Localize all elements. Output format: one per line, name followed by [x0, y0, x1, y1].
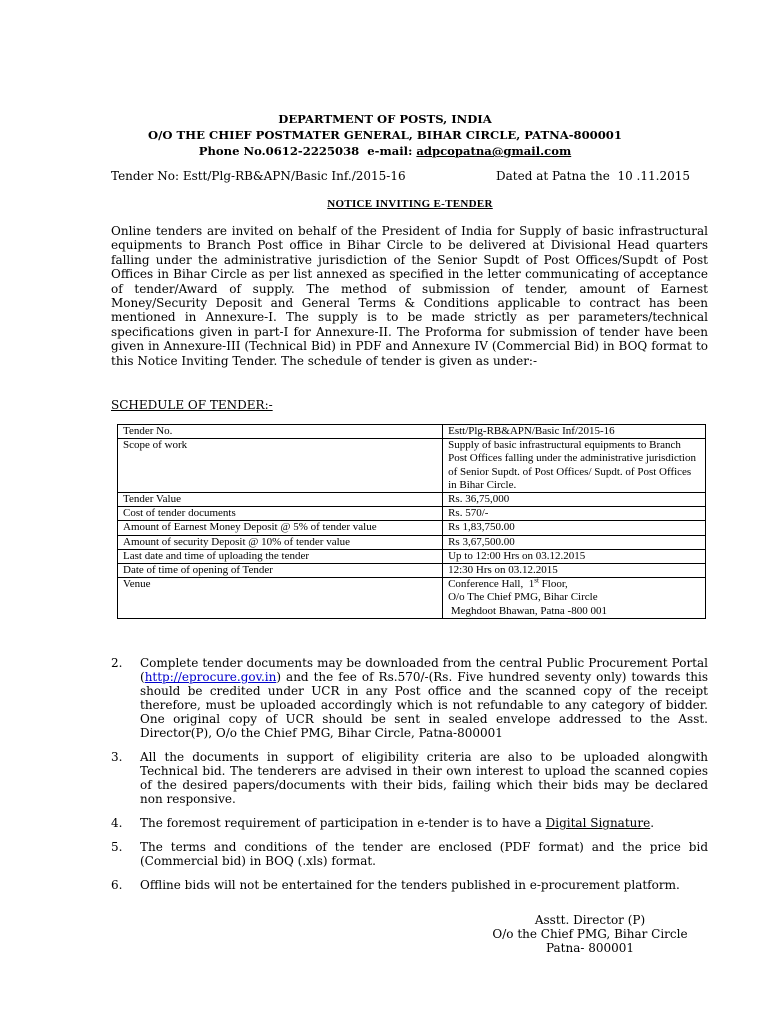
signatory-city: Patna- 800001 — [545, 941, 635, 955]
clause-number: 4. — [111, 816, 123, 830]
clause-2: 2. Complete tender documents may be downloaded from the central Public Procurement Portal (http://eprocure.gov.in) and the fee of Rs.570/-(Rs. Five hundred seventy only) towards this should be credited under UCR in any Post office and the scanned copy of the receipt therefore, must be uploaded accordingly which is not refundable to any category of bidder. One original copy of UCR should be sent in sealed envelope addressed to the Asst. Director(P), O/o the Chief PMG, Bihar Circle, Patna-800001 — [111, 656, 708, 740]
signature-block — [480, 913, 700, 955]
table-row — [118, 439, 706, 493]
email-address: adpcopatna@gmail.com — [416, 144, 572, 158]
phone-text: Phone No.0612-2225038 e-mail: — [198, 144, 417, 158]
clause-4: 4. The foremost requirement of participation in e-tender is to have a Digital Signature. — [111, 816, 655, 830]
table-row — [118, 535, 706, 549]
table-row-venue — [118, 578, 706, 619]
table-row — [118, 521, 706, 535]
eprocure-link[interactable]: http://eprocure.gov.in — [144, 670, 277, 684]
signatory-title: Asstt. Director (P) — [534, 913, 646, 927]
reference-line — [111, 169, 706, 183]
clause-6: 6. Offline bids will not be entertained for the tenders published in e-procurement platform. — [111, 878, 680, 892]
table-row — [118, 564, 706, 578]
tender-number: Tender No: Estt/Plg-RB&APN/Basic Inf./2015-16 — [111, 169, 406, 183]
clause-number: 3. — [111, 750, 123, 764]
row-label: Cost of tender documents — [118, 507, 443, 521]
row-label: Last date and time of uploading the tender — [118, 549, 443, 563]
signatory-office: O/o the Chief PMG, Bihar Circle — [492, 927, 688, 941]
schedule-heading: SCHEDULE OF TENDER:- — [111, 398, 273, 412]
row-value: Rs. 36,75,000 — [443, 493, 706, 507]
row-value: Estt/Plg-RB&APN/Basic Inf/2015-16 — [443, 425, 706, 439]
table-row — [118, 507, 706, 521]
row-label: Amount of security Deposit @ 10% of tender value — [118, 535, 443, 549]
venue-value — [443, 578, 706, 619]
row-label: Date of time of opening of Tender — [118, 564, 443, 578]
row-value: Rs 3,67,500.00 — [443, 535, 706, 549]
clause-number: 6. — [111, 878, 123, 892]
venue-line-2: O/o The Chief PMG, Bihar Circle — [448, 591, 598, 604]
row-value: Rs. 570/- — [443, 507, 706, 521]
row-value: Supply of basic infrastructural equipments to Branch Post Offices falling under the administrative jurisdiction of Senior Supdt. of Post Offices/ Supdt. of Post Offices in Bihar Circle. — [443, 439, 706, 493]
clause-number: 5. — [111, 840, 123, 854]
numbered-clauses — [111, 656, 708, 902]
row-label: Tender Value — [118, 493, 443, 507]
digital-signature-text: Digital Signature — [545, 816, 651, 830]
contact-line — [0, 143, 770, 159]
table-row — [118, 549, 706, 563]
row-value: Up to 12:00 Hrs on 03.12.2015 — [443, 549, 706, 563]
row-label: Tender No. — [118, 425, 443, 439]
row-value: Rs 1,83,750.00 — [443, 521, 706, 535]
row-label: Venue — [118, 578, 443, 619]
letterhead — [0, 111, 770, 159]
intro-paragraph: Online tenders are invited on behalf of the President of India for Supply of basic infrastructural equipments to Branch Post office in Bihar Circle to be delivered at Divisional Head quarters falling under the administrative jurisdiction of the Senior Supdt of Post Offices/Supdt of Post Offices in Bihar Circle as per list annexed as specified in the letter communicating of acceptance of tender/Award of supply. The method of submission of tender, amount of Earnest Money/Security Deposit and General Terms & Conditions applicable to contract has been mentioned in Annexure-I. The supply is to be made strictly as per parameters/technical specifications given in part-I for Annexure-II. The Proforma for submission of tender have been given in Annexure-III (Technical Bid) in PDF and Annexure IV (Commercial Bid) in BOQ format to this Notice Inviting Tender. The schedule of tender is given as under:- — [111, 224, 708, 368]
table-row — [118, 425, 706, 439]
department-name: DEPARTMENT OF POSTS, INDIA — [278, 112, 492, 126]
row-label: Amount of Earnest Money Deposit @ 5% of tender value — [118, 521, 443, 535]
clause-5: 5. The terms and conditions of the tender are enclosed (PDF format) and the price bid (Commercial bid) in BOQ (.xls) format. — [111, 840, 708, 868]
venue-line-1: Conference Hall, 1st Floor, — [448, 576, 568, 591]
row-label: Scope of work — [118, 439, 443, 493]
venue-line-3: Meghdoot Bhawan, Patna -800 001 — [448, 604, 607, 617]
date-text: Dated at Patna the 10 .11.2015 — [496, 169, 690, 183]
clause-3: 3. All the documents in support of eligibility criteria are also to be uploaded alongwith Technical bid. The tenderers are advised in their own interest to upload the scanned copies of the desired papers/documents with their bids, failing which their bids may be declared non responsive. — [111, 750, 708, 806]
clause-number: 2. — [111, 656, 123, 670]
notice-title: NOTICE INVITING E-TENDER — [327, 198, 493, 210]
office-name: O/O THE CHIEF POSTMATER GENERAL, BIHAR CIRCLE, PATNA-800001 — [148, 128, 622, 142]
row-value: 12:30 Hrs on 03.12.2015 — [443, 564, 706, 578]
table-row — [118, 493, 706, 507]
schedule-table — [117, 424, 706, 619]
